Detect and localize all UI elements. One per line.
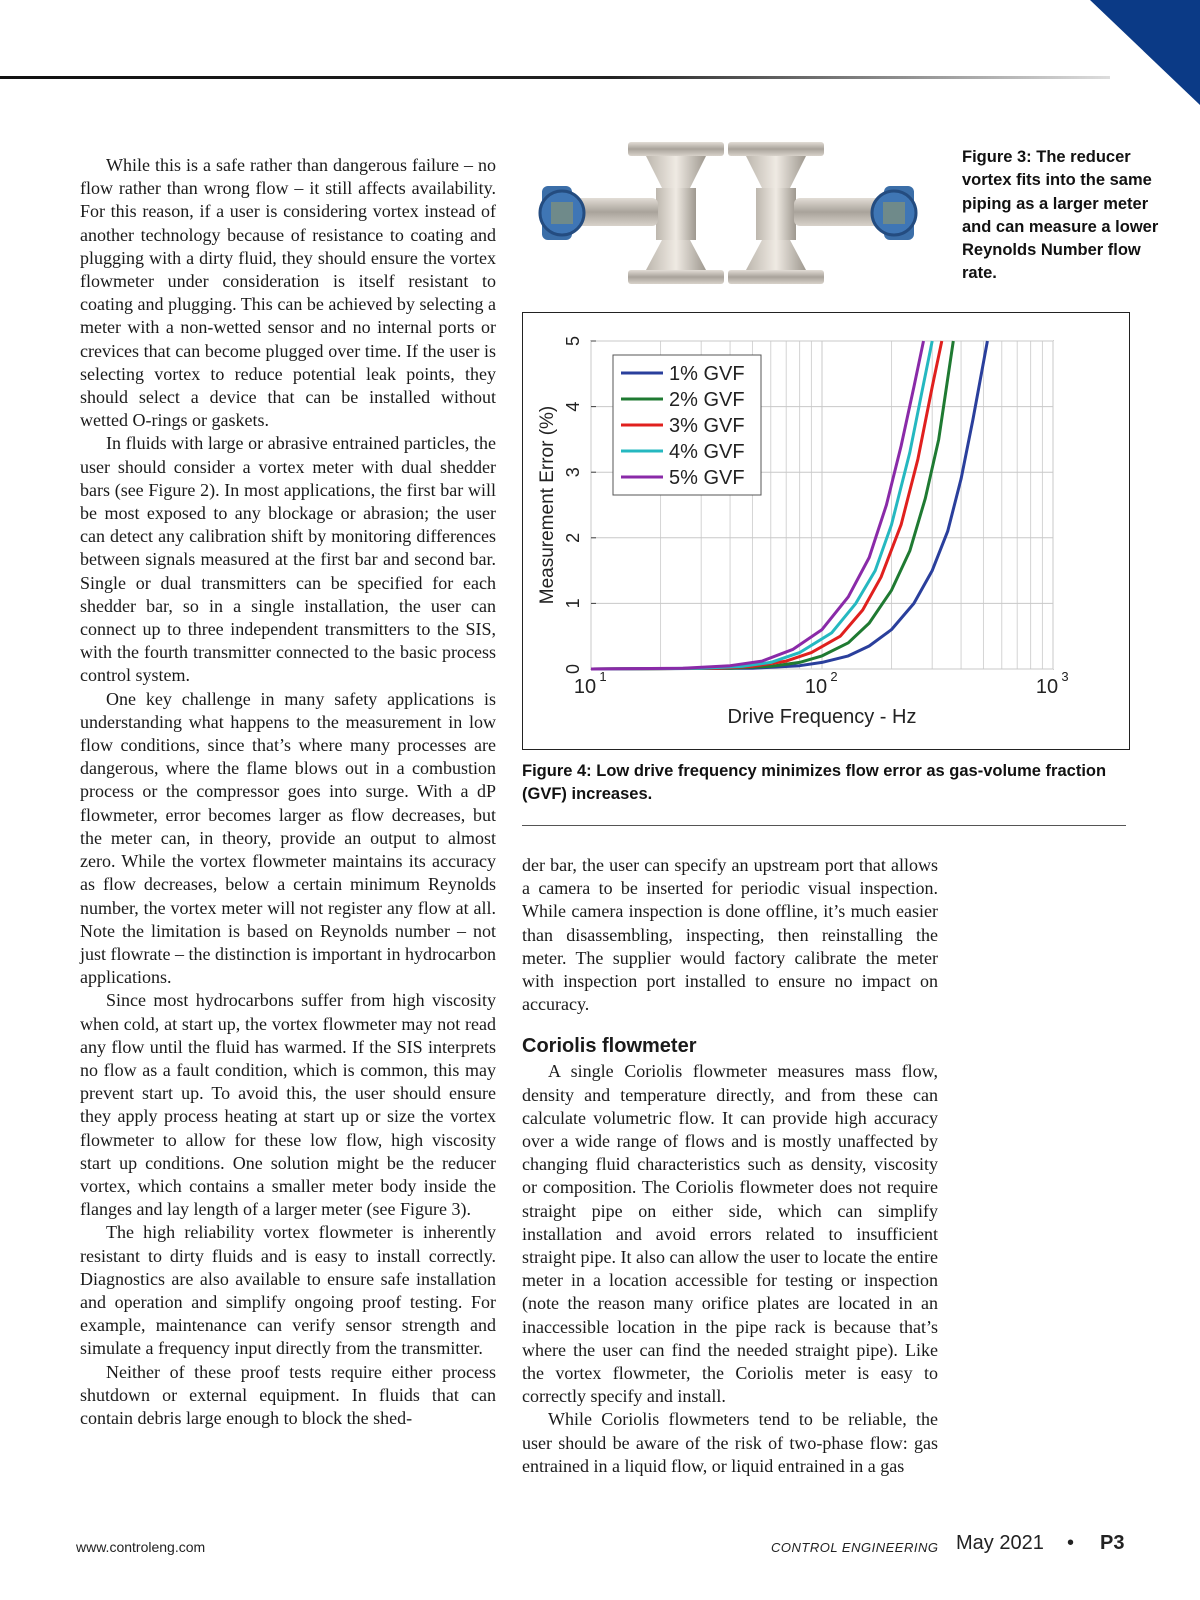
figure-3-caption: Figure 3: The reducer vortex fits into the same piping as a larger meter and can measure a lower Reynolds Number flow rate. (962, 148, 1159, 283)
y-tick-label: 5 (563, 335, 583, 347)
right-column (522, 854, 938, 1478)
x-axis-label: Drive Frequency - Hz (727, 706, 917, 728)
legend-label: 3% GVF (669, 415, 745, 437)
corner-accent (1090, 0, 1200, 105)
footer-bullet: • (1067, 1532, 1075, 1554)
x-tick-label: 10 (1035, 676, 1059, 698)
corner-triangle (1090, 0, 1200, 105)
footer-magazine-name: CONTROL ENGINEERING (771, 1540, 939, 1555)
y-tick-label: 4 (563, 401, 583, 412)
x-tick-label: 10 (804, 676, 828, 698)
left-meter (540, 142, 724, 284)
x-tick-exponent: 1 (599, 669, 607, 684)
caption-divider (522, 825, 1126, 826)
reducer-vortex-flowmeter-image (518, 140, 938, 288)
y-tick-label: 0 (563, 663, 583, 675)
legend-label: 5% GVF (669, 467, 745, 489)
chart-svg (523, 313, 1128, 748)
left-column (80, 154, 496, 1430)
body-paragraph: Since most hydrocarbons suffer from high viscosity when cold, at start up, the vortex flowmeter may not read any flow until the fluid has warmed. If the SIS interprets no flow as a fault condition, which is common, this may prevent start up. To avoid this, the user should ensure they apply process heating at start up or size the vortex flowmeter to allow for these low flow, high viscosity start up conditions. One solution might be the reducer vortex, which contains a smaller meter body inside the flanges and lay length of a larger meter (see Figure 3). (80, 990, 496, 1220)
y-tick-label: 3 (563, 467, 583, 478)
footer-date: May 2021 (956, 1532, 1044, 1554)
footer-url[interactable]: www.controleng.com (76, 1539, 206, 1555)
x-tick-label: 10 (573, 676, 597, 698)
legend-label: 2% GVF (669, 389, 745, 411)
figure-4-chart (522, 312, 1130, 750)
body-paragraph: In fluids with large or abrasive entrained particles, the user should consider a vortex meter with dual shedder bars (see Figure 2). In most applications, the first bar will be most exposed to any blockage or abrasion; the user can detect any calibration shift by monitoring differences between signals measured at the first bar and second bar. Single or dual transmitters can be specified for each shedder bar, so in a single installation, the user can connect up to three independent transmitters to the SIS, with the fourth transmitter connected to the basic process control system. (80, 433, 496, 686)
y-axis-label: Measurement Error (%) (537, 405, 558, 605)
legend-label: 1% GVF (669, 363, 745, 385)
right-meter (728, 142, 916, 284)
y-tick-label: 1 (563, 598, 583, 609)
x-tick-exponent: 2 (830, 669, 838, 684)
body-paragraph: der bar, the user can specify an upstream port that allows a camera to be inserted for periodic visual inspection. While camera inspection is done offline, it’s much easier than disassembling, inspecting, then reinstalling the meter. The supplier would factory calibrate the meter with inspection port installed to ensure no impact on accuracy. (522, 855, 938, 1015)
y-tick-label: 2 (563, 532, 583, 543)
body-paragraph: Neither of these proof tests require either process shutdown or external equipment. In fluids that can contain debris large enough to block the shed- (80, 1361, 496, 1428)
section-heading: Coriolis flowmeter (522, 1035, 697, 1058)
body-paragraph: While this is a safe rather than dangerous failure – no flow rather than wrong flow – it still affects availability. For this reason, if a user is considering vortex instead of another technology because of resistance to coating and plugging with a dirty fluid, they should ensure the vortex flowmeter under consideration is itself resistant to coating and plugging. This can be achieved by selecting a meter with a non-wetted sensor and no internal ports or crevices that can become plugged over time. If the user is selecting vortex to reduce potential leak points, they should select a device that can be installed without wetted O-rings or gaskets. (80, 155, 496, 431)
body-paragraph: The high reliability vortex flowmeter is inherently resistant to dirty fluids and is easy to install correctly. Diagnostics are also available to ensure safe installation and operation and simplify ongoing proof testing. For example, maintenance can verify sensor strength and simulate a frequency input directly from the transmitter. (80, 1222, 496, 1359)
legend-label: 4% GVF (669, 441, 745, 463)
figure-4-caption: Figure 4: Low drive frequency minimizes flow error as gas-volume fraction (GVF) increases. (522, 762, 1107, 804)
body-paragraph: One key challenge in many safety applications is understanding what happens to the measurement in low flow conditions, since that’s where many processes are dangerous, where the flame blows out in a combustion process or the compressor goes into surge. With a dP flowmeter, error becomes larger as flow decreases, but the meter can, in theory, provide an output to almost zero. While the vortex flowmeter maintains its accuracy as flow decreases, below a certain minimum Reynolds number, the vortex meter will not register any flow at all. Note the limitation is based on Reynolds number – not just flowrate – the distinction is important in hydrocarbon applications. (80, 688, 496, 988)
x-tick-exponent: 3 (1061, 669, 1069, 684)
footer-page-number: P3 (1100, 1532, 1125, 1554)
body-paragraph: While Coriolis flowmeters tend to be reliable, the user should be aware of the risk of two-phase flow: gas entrained in a liquid flow, or liquid entrained in a gas (522, 1409, 938, 1476)
body-paragraph: A single Coriolis flowmeter measures mass flow, density and temperature directly, and from these can calculate volumetric flow. It can provide high accuracy over a wide range of flows and is mostly unaffected by changing fluid characteristics such as density, viscosity or composition. The Coriolis flowmeter does not require straight pipe on either side, which can simplify installation and avoid errors related to insufficient straight pipe. It also can allow the user to locate the entire meter in a location accessible for testing or inspection (note the reason many orifice plates are located in an inaccessible location in the pipe rack is because that’s where the user can find the needed straight pipe). Like the vortex flowmeter, the Coriolis meter is easy to correctly specify and install. (522, 1061, 938, 1407)
header-rule (0, 76, 1110, 79)
